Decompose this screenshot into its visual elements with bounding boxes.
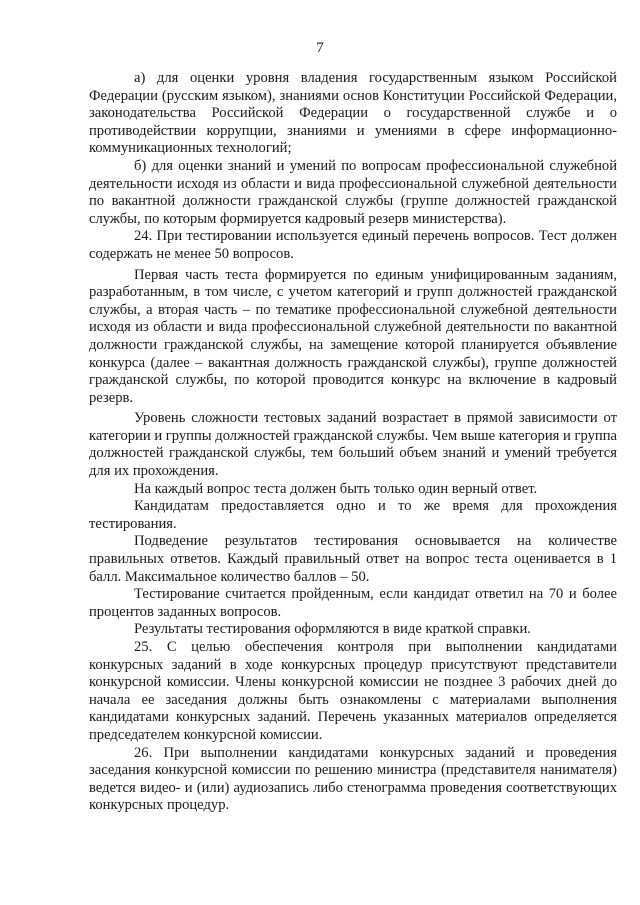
paragraph-23a: а) для оценки уровня владения государственным языком Российской Федерации (русским языком), знаниями основ Конституции Российской Федерации, законодательства Российской Федерации о государственной службе и о противодействии коррупции, знаниями и умениями в сфере информационно-коммуникационных технологий; — [89, 70, 617, 157]
paragraph-equal-time: Кандидатам предоставляется одно и то же время для прохождения тестирования. — [89, 498, 617, 532]
paragraph-25: 25. С целью обеспечения контроля при выполнении кандидатами конкурсных заданий в ходе конкурсных процедур присутствуют представители конкурсной комиссии. Члены конкурсной комиссии не позднее 3 рабочих дней до начала ее заседания должны быть ознакомлены с материалами выполнения кандидатами конкурсных заданий. Перечень указанных материалов определяется председателем конкурсной комиссии. — [89, 639, 617, 743]
document-body — [89, 70, 617, 815]
paragraph-test-structure: Первая часть теста формируется по единым унифицированным заданиям, разработанным, в том числе, с учетом категорий и групп должностей гражданской службы, а вторая часть – по тематике профессиональной служебной деятельности исходя из области и вида профессиональной служебной деятельности по вакантной должности гражданской службы, на замещение которой планируется объявление конкурса (далее – вакантная должность гражданской службы), группе должностей гражданской службы, по которой проводится конкурс на включение в кадровый резерв. — [89, 266, 617, 406]
paragraph-one-answer: На каждый вопрос теста должен быть только один верный ответ. — [134, 480, 538, 497]
page-number: 7 — [316, 40, 324, 56]
paragraph-scoring: Подведение результатов тестирования основывается на количестве правильных ответов. Каждый правильный ответ на вопрос теста оценивается в 1 балл. Максимальное количество баллов – 50. — [89, 533, 617, 585]
paragraph-difficulty: Уровень сложности тестовых заданий возрастает в прямой зависимости от категории и группы должностей гражданской службы. Чем выше категория и группа должностей гражданской службы, тем больший объем знаний и умений требуется для их прохождения. — [89, 410, 617, 480]
paragraph-pass-threshold: Тестирование считается пройденным, если кандидат ответил на 70 и более процентов заданных вопросов. — [89, 586, 617, 620]
paragraph-24: 24. При тестировании используется единый перечень вопросов. Тест должен содержать не менее 50 вопросов. — [89, 228, 617, 262]
paragraph-results-report: Результаты тестирования оформляются в виде краткой справки. — [134, 621, 531, 638]
paragraph-23b: б) для оценки знаний и умений по вопросам профессиональной служебной деятельности исходя из области и вида профессиональной служебной деятельности по вакантной должности гражданской службы (группе должностей гражданской службы, по которым формируется кадровый резерв министерства). — [89, 157, 617, 227]
paragraph-26: 26. При выполнении кандидатами конкурсных заданий и проведения заседания конкурсной комиссии по решению министра (представителя нанимателя) ведется видео- и (или) аудиозапись либо стенограмма проведения соответствующих конкурсных процедур. — [89, 744, 617, 814]
